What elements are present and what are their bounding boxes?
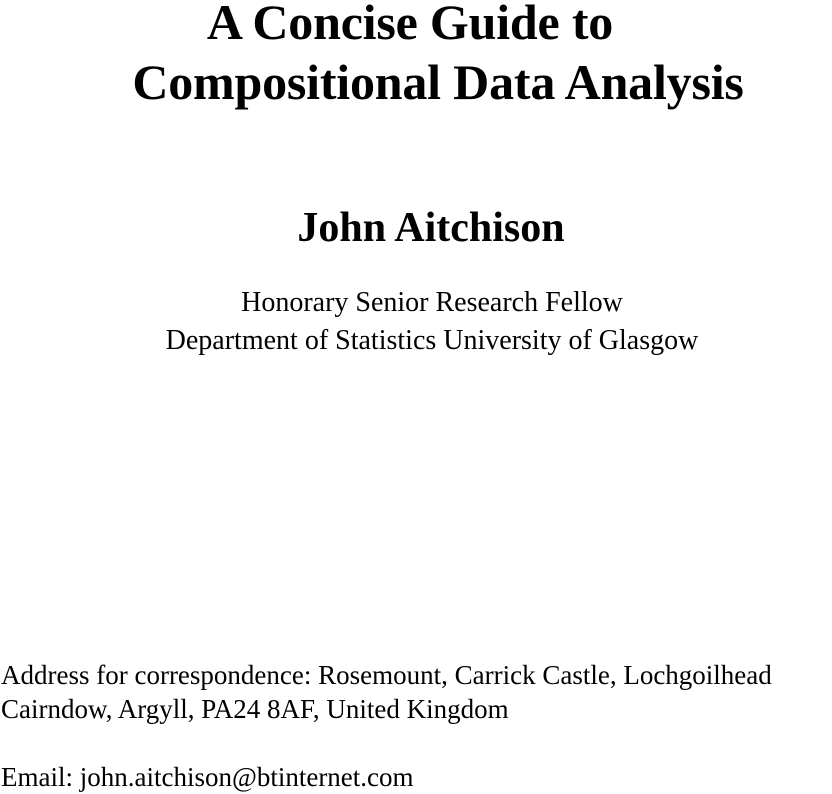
document-title [0,0,832,112]
author-name: John Aitchison [297,205,565,251]
author-affiliation [0,284,832,360]
affiliation-line-2: Department of Statistics University of Glasgow [165,325,699,356]
address-line-2: Cairndow, Argyll, PA24 8AF, United Kingdom [1,694,509,724]
title-line-1: A Concise Guide to [206,0,614,50]
address-line-1: Address for correspondence: Rosemount, Carrick Castle, Lochgoilhead [1,660,772,690]
correspondence-address [1,658,772,726]
contact-email: Email: john.aitchison@btinternet.com [1,762,414,792]
title-line-2: Compositional Data Analysis [132,54,744,110]
affiliation-line-1: Honorary Senior Research Fellow [241,287,623,318]
